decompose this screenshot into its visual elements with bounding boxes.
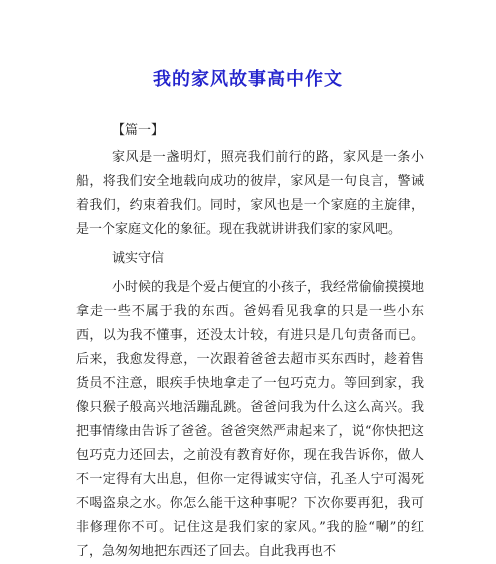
paragraph-intro: 家风是一盏明灯，照亮我们前行的路，家风是一条小船，将我们安全地载向成功的彼岸，家风是一句良言，警诫着我们，约束着我们。同时，家风也是一个家庭的主旋律，是一个家庭文化的象征。现在我就讲讲我们家的家风吧。 bbox=[76, 150, 424, 237]
section-subheading: 诚实守信 bbox=[112, 251, 165, 266]
paragraph-story: 小时候的我是个爱占便宜的小孩子，我经常偷偷摸摸地拿走一些不属于我的东西。爸妈看见我拿的只是一些小东西，以为我不懂事，还没太计较，有进只是几句责备而已。后来，我愈发得意，一次跟着爸爸去超市买东西时，趁着售货员不注意，眼疾手快地拿走了一包巧克力。等回到家，我像只猴子般高兴地活蹦乱跳。爸爸问我为什么这么高兴。我把事情缘由告诉了爸爸。爸爸突然严肃起来了，说“你快把这包巧克力还回去，之前没有教育好你，现在我告诉你，做人不一定得有大出息，但你一定得诚实守信，孔圣人宁可渴死不喝盗泉之水。你怎么能干这种事呢？下次你要再犯，我可非修理你不可。记住这是我们家的家风。”我的脸“唰”的红了，急匆匆地把东西还了回去。自此我再也不 bbox=[76, 280, 425, 559]
document-body bbox=[76, 120, 424, 564]
document-title: 我的家风故事高中作文 bbox=[153, 69, 343, 90]
section-label: 【篇一】 bbox=[112, 123, 165, 138]
